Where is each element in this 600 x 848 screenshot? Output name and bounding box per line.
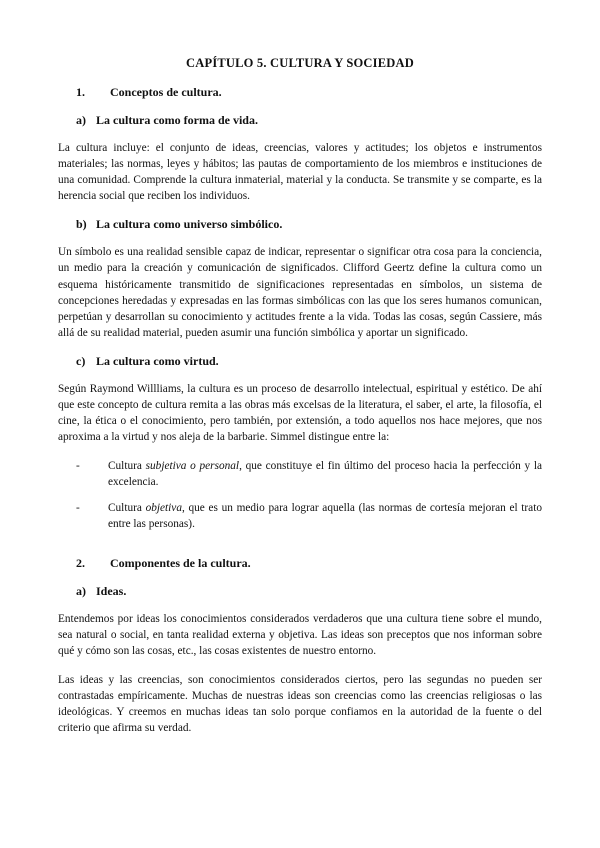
subsection-1b-heading (58, 217, 542, 232)
subsection-1c-heading (58, 354, 542, 369)
subsection-1a-title: La cultura como forma de vida. (96, 113, 258, 127)
dash-bullet: - (76, 460, 80, 473)
list-item-prefix: Cultura (108, 501, 146, 514)
paragraph-1c: Según Raymond Willliams, la cultura es un proceso de desarrollo intelectual, espiritual y estético. De ahí que este concepto de cultura remita a las obras más excelsas de la literatura, el saber, el arte, la filosofía, el cine, la ética o el conocimiento, pero también, por extensión, a todo aquellos nos hace mejores, que nos aproxima a la virtud y nos aleja de la barbarie. Simmel distingue entre la: (58, 382, 542, 444)
paragraph-2a-2: Las ideas y las creencias, son conocimientos considerados ciertos, pero las segundas no pueden ser contrastadas empíricamente. Muchas de nuestras ideas son creencias como las creencias religiosas o las ideológicas. Y creemos en muchas ideas tan solo porque confiamos en la autoridad de la fuente o del criterio que afirma su verdad. (58, 673, 542, 735)
section-1-title: Conceptos de cultura. (110, 85, 222, 99)
subsection-1b-letter: b) (76, 217, 87, 232)
section-1-heading (58, 85, 542, 100)
section-2-heading (58, 556, 542, 571)
subsection-1b-title: La cultura como universo simbólico. (96, 217, 283, 232)
paragraph-2a-1: Entendemos por ideas los conocimientos considerados verdaderos que una cultura tiene sobre el mundo, sea natural o social, en tanta realidad externa y objetiva. Las ideas son preceptos que nos informan sobre qué y cómo son las cosas, etc., las cosas existentes de nuestro entorno. (58, 612, 542, 657)
section-2-number: 2. (76, 555, 85, 570)
list-item-emphasis: subjetiva o personal (145, 460, 240, 473)
list-item-emphasis: objetiva (145, 501, 182, 514)
list-item-suffix: , que constituye el fin último del proceso hacia la perfección y la excelencia. (108, 460, 542, 489)
subsection-1c-title: La cultura como virtud. (96, 353, 219, 368)
section-1-number: 1. (76, 85, 85, 99)
paragraph-1b: Un símbolo es una realidad sensible capaz de indicar, representar o significar otra cosa para la conciencia, un medio para la creación y comunicación de significados. Clifford Geertz define la cultura como un esquema históricamente transmitido de significaciones representadas en símbolos, un sistema de concepciones heredadas y expresadas en las formas simbólicas con las que los seres humanos comunican, perpetúan y desarrollan su conocimiento y actitudes frente a la vida. Todas las cosas, según Cassiere, más allá de su realidad material, pueden asumir una función simbólica y aportar un significado. (58, 246, 542, 339)
culture-types-list (58, 458, 542, 531)
list-item-suffix: , que es un medio para lograr aquella (las normas de cortesía mejoran el trato entre las personas). (108, 501, 542, 530)
paragraph-1a: La cultura incluye: el conjunto de ideas, creencias, valores y actitudes; los objetos e instrumentos materiales; las normas, leyes y hábitos; las pautas de comportamiento de los miembros e instituciones de una comunidad. Comprende la cultura inmaterial, material y la conducta. Se transmite y se comparte, es la herencia social que reciben los individuos. (58, 142, 542, 203)
subsection-1c-letter: c) (76, 353, 86, 368)
chapter-title: CAPÍTULO 5. CULTURA Y SOCIEDAD (186, 56, 414, 70)
subsection-1a-heading (58, 113, 542, 128)
subsection-2a-letter: a) (76, 583, 86, 598)
subsection-1a-letter: a) (76, 113, 86, 127)
dash-bullet: - (76, 501, 80, 514)
subsection-2a-title: Ideas. (96, 583, 127, 598)
list-item (58, 500, 542, 532)
list-item (58, 458, 542, 490)
section-2-title: Componentes de la cultura. (110, 555, 251, 570)
subsection-2a-heading (58, 584, 542, 599)
list-item-prefix: Cultura (108, 460, 146, 473)
